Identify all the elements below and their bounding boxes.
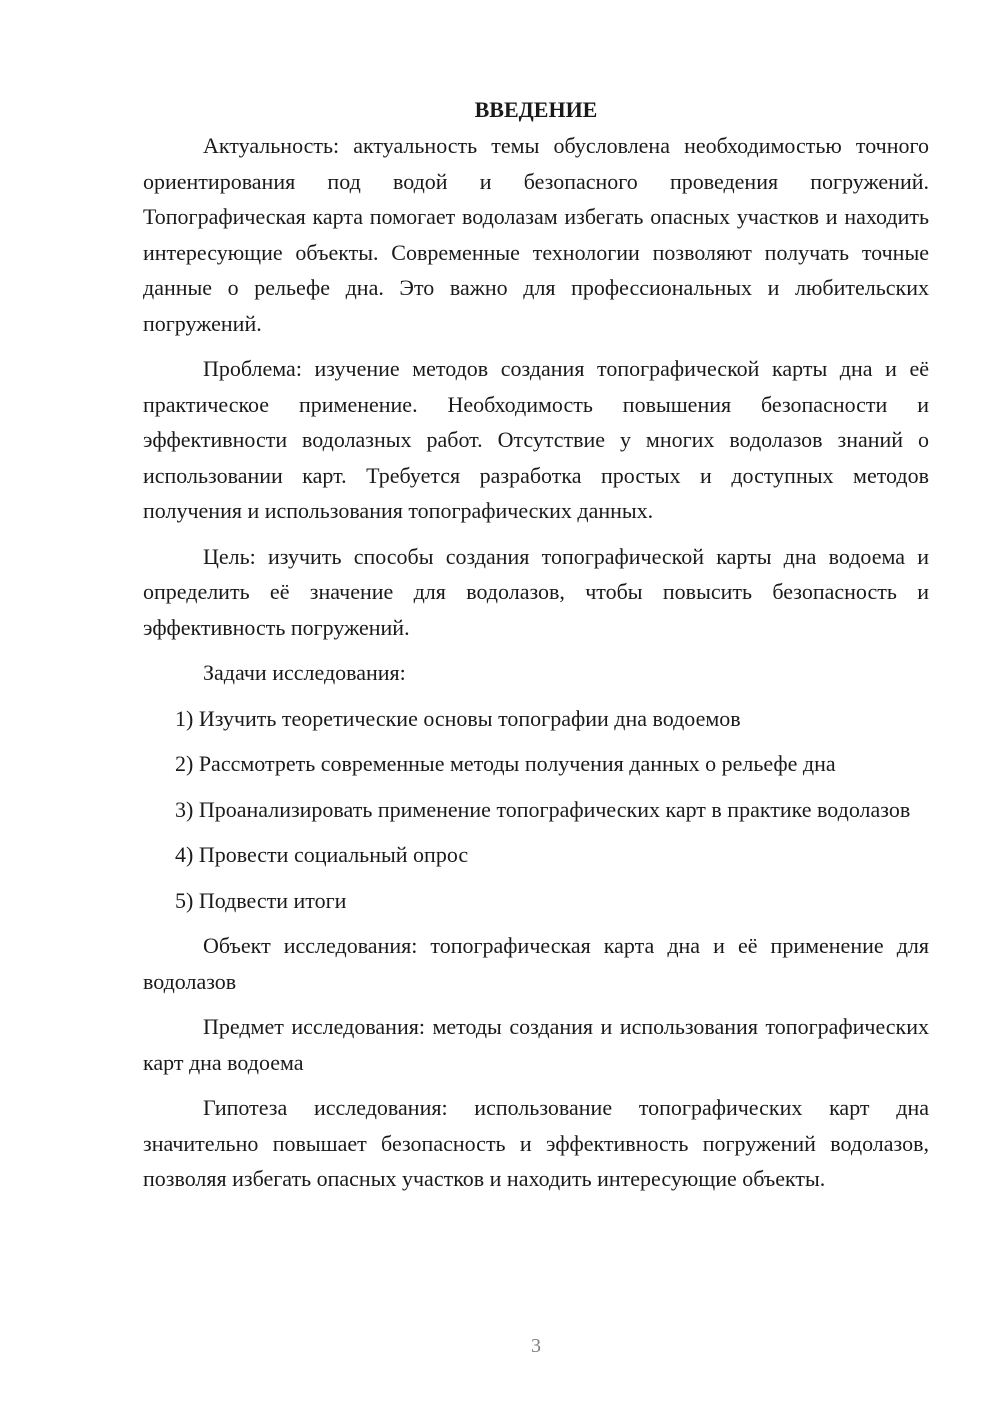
page-number: 3 (531, 1335, 541, 1357)
page-content (143, 94, 929, 1207)
task-item-3: 3) Проанализировать применение топографических карт в практике водолазов (175, 796, 911, 822)
paragraph-hypothesis: Гипотеза исследования: использование топографических карт дна значительно повышает безопасность и эффективность погружений водолазов, позволяя избегать опасных участков и находить интересующие объекты. (143, 1095, 929, 1191)
task-item-4: 4) Провести социальный опрос (175, 842, 469, 867)
task-item-1: 1) Изучить теоретические основы топографии дна водоемов (175, 705, 741, 731)
paragraph-goal: Цель: изучить способы создания топографической карты дна водоема и определить её значение для водолазов, чтобы повысить безопасность и эффективность погружений. (143, 543, 929, 640)
task-item-5: 5) Подвести итоги (175, 887, 347, 913)
task-item-2: 2) Рассмотреть современные методы получения данных о рельефе дна (175, 751, 836, 776)
paragraph-relevance: Актуальность: актуальность темы обусловлена необходимостью точного ориентирования под водой и безопасного проведения погружений. Топографическая карта помогает водолазам избегать опасных участков и находить интересующие объекты. Современные технологии позволяют получать точные данные о рельефе дна. Это важно для профессиональных и любительских погружений. (143, 133, 929, 336)
page-title: ВВЕДЕНИЕ (474, 97, 598, 122)
paragraph-problem: Проблема: изучение методов создания топографической карты дна и её практическое применение. Необходимость повышения безопасности и эффективности водолазных работ. Отсутствие у многих водолазов знаний о использовании карт. Требуется разработка простых и доступных методов получения и использования топографических данных. (143, 356, 929, 523)
paragraph-object: Объект исследования: топографическая карта дна и её применение для водолазов (143, 933, 929, 994)
paragraph-tasks-heading: Задачи исследования: (203, 660, 406, 685)
paragraph-subject: Предмет исследования: методы создания и использования топографических карт дна водоема (143, 1014, 929, 1075)
